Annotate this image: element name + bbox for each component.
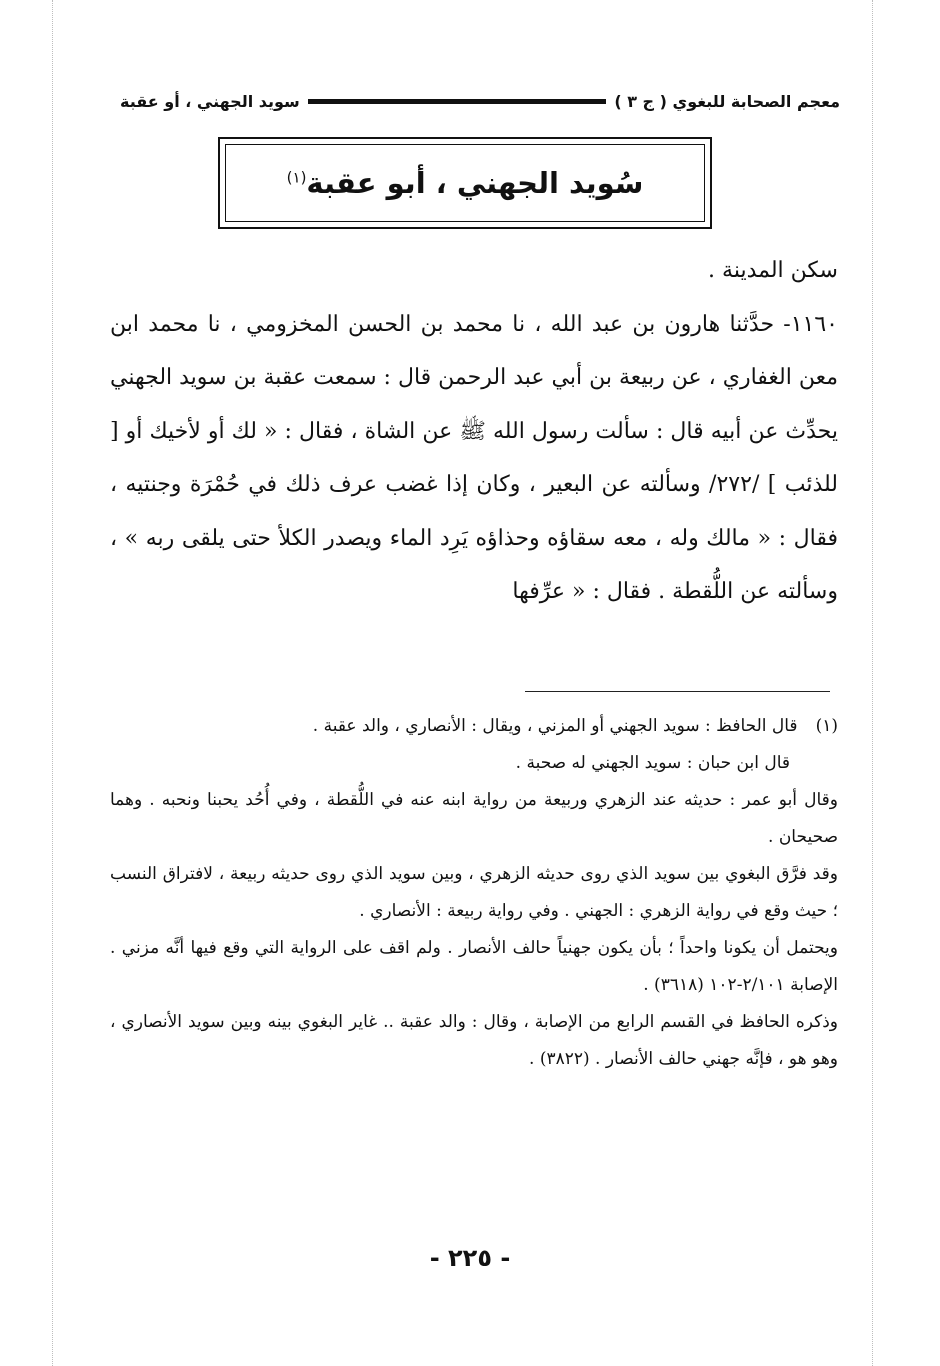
- entry-title-frame: [218, 137, 712, 229]
- footnote-separator: [525, 691, 830, 692]
- footnote-number: (١): [815, 716, 838, 736]
- entry-title: [287, 166, 644, 200]
- entry-title-inner-frame: [225, 144, 705, 222]
- footnote-line: [110, 708, 838, 745]
- footnotes: [110, 708, 838, 1078]
- scan-edge-left: [52, 0, 53, 1366]
- footnote-line: وقد فرَّق البغوي بين سويد الذي روى حديثه الزهري ، وبين سويد الذي روى حديثه ربيعة ، لافتراق النسب ؛ حيث وقع في رواية الزهري : الجهني . وفي رواية ربيعة : الأنصاري .: [110, 864, 838, 921]
- entry-body: [110, 244, 838, 619]
- page-number: - ٢٢٥ -: [429, 1244, 511, 1272]
- scan-edge-right: [872, 0, 873, 1366]
- footnote-text: قال الحافظ : سويد الجهني أو المزني ، ويقال : الأنصاري ، والد عقبة .: [312, 716, 798, 736]
- header-book-title: معجم الصحابة للبغوي ( ج ٣ ): [614, 91, 840, 111]
- running-header: [120, 86, 840, 116]
- body-paragraph: ١١٦٠- حدَّثنا هارون بن عبد الله ، نا محمد بن الحسن المخزومي ، نا محمد ابن معن الغفاري ، عن ربيعة بن أبي عبد الرحمن قال : سمعت عقبة بن سويد الجهني يحدِّث عن أبيه قال : سألت رسول الله ﷺ عن الشاة ، فقال : « لك أو لأخيك أو [ للذئب ] /٢٧٢/ وسألته عن البعير ، وكان إذا غضب عرف ذلك في حُمْرَة وجنتيه ، فقال : « مالك وله ، معه سقاؤه وحذاؤه يَرِد الماء ويصدر الكلأ حتى يلقى ربه » ، وسألته عن اللُّقطة . فقال : « عرِّفها: [110, 311, 838, 604]
- entry-title-text: سُويد الجهني ، أبو عقبة: [306, 166, 644, 200]
- footnote-line: وذكره الحافظ في القسم الرابع من الإصابة ، وقال : والد عقبة .. غاير البغوي بينه وبين سويد الأنصاري ، وهو هو ، فإنَّه جهني حالف الأنصار . (٣٨٢٢) .: [110, 1012, 838, 1069]
- header-rule: [308, 99, 607, 104]
- body-paragraph: سكن المدينة .: [708, 258, 838, 283]
- footnote-line: قال ابن حبان : سويد الجهني له صحبة .: [515, 753, 790, 773]
- header-entry-name: سويد الجهني ، أو عقبة: [120, 91, 300, 111]
- entry-title-footnote-marker: (١): [286, 168, 307, 187]
- footnote-line: ويحتمل أن يكونا واحداً ؛ بأن يكون جهنياً حالف الأنصار . ولم اقف على الرواية التي وقع فيها أنَّه مزني . الإصابة ٢/١٠١-١٠٢ (٣٦١٨) .: [110, 938, 838, 995]
- footnote-line: وقال أبو عمر : حديثه عند الزهري وربيعة من رواية ابنه عنه في اللُّقطة ، وفي أُحُد يحبنا ونحبه . وهما صحيحان .: [110, 790, 838, 847]
